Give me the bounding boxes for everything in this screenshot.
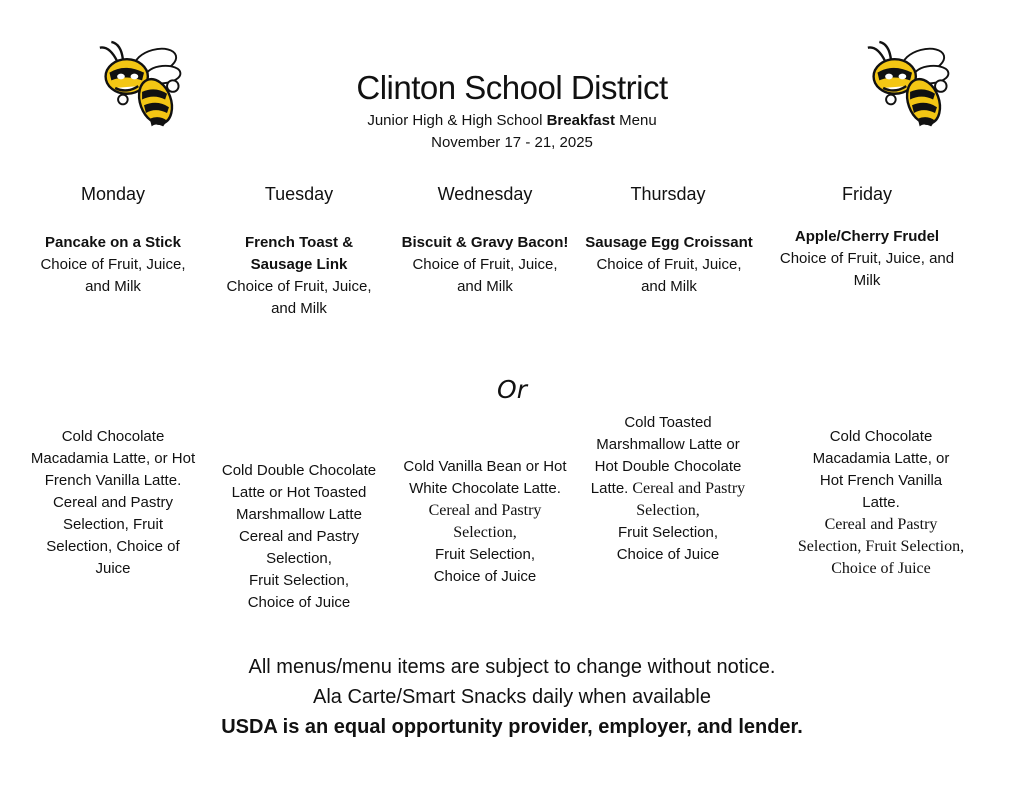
change-notice: All menus/menu items are subject to change without notice. <box>248 656 776 678</box>
friday-main <box>775 226 959 292</box>
tuesday-main-item: French Toast & Sausage Link <box>244 234 354 273</box>
monday-main-item: Pancake on a Stick <box>45 234 181 251</box>
wednesday-alternate <box>401 456 569 588</box>
monday-alternate: Cold Chocolate Macadamia Latte, or Hot French Vanilla Latte. Cereal and Pastry Selection, Fruit Selection, Choice of Juice <box>30 428 196 577</box>
day-wednesday: Wednesday <box>437 184 533 204</box>
wednesday-alternate-sides: Fruit Selection, Choice of Juice <box>433 546 537 585</box>
tuesday-alternate <box>213 460 385 614</box>
wednesday-main <box>401 232 569 298</box>
subtitle-suffix: Menu <box>614 112 657 129</box>
thursday-alternate-cereal: Cereal and Pastry Selection, <box>628 480 746 519</box>
day-tuesday: Tuesday <box>264 184 334 204</box>
thursday-main-item: Sausage Egg Croissant <box>585 234 753 251</box>
subtitle-prefix: Junior High & High School <box>367 112 547 129</box>
wednesday-alternate-drinks: Cold Vanilla Bean or Hot White Chocolate Latte. <box>403 458 567 497</box>
menu-footer <box>0 652 1024 742</box>
wednesday-sides: Choice of Fruit, Juice, and Milk <box>412 256 558 295</box>
wednesday-alternate-cereal: Cereal and Pastry Selection, <box>428 502 542 541</box>
monday-sides: Choice of Fruit, Juice, and Milk <box>40 256 186 295</box>
thursday-alternate-drinks: Cold Toasted Marshmallow Latte or Hot Double Chocolate Latte. <box>590 414 742 497</box>
tuesday-main <box>215 232 383 320</box>
tuesday-sides: Choice of Fruit, Juice, and Milk <box>226 278 372 317</box>
friday-alternate <box>795 426 967 580</box>
thursday-alternate-sides: Fruit Selection, Choice of Juice <box>616 524 720 563</box>
friday-alternate-drinks: Cold Chocolate Macadamia Latte, or Hot French Vanilla Latte. <box>812 428 950 511</box>
thursday-main <box>580 232 758 298</box>
friday-sides: Choice of Fruit, Juice, and Milk <box>779 250 955 289</box>
snacks-notice: Ala Carte/Smart Snacks daily when available <box>313 686 711 708</box>
subtitle-meal: Breakfast <box>546 112 615 129</box>
friday-main-item: Apple/Cherry Frudel <box>794 228 940 245</box>
menu-dates: November 17 - 21, 2025 <box>431 134 593 151</box>
menu-subtitle <box>0 110 1024 132</box>
or-divider: Or <box>497 375 527 404</box>
day-thursday: Thursday <box>630 184 706 204</box>
district-title: Clinton School District <box>356 69 668 106</box>
wednesday-main-item: Biscuit & Gravy Bacon! <box>401 234 569 251</box>
tuesday-alternate-sides: Fruit Selection, Choice of Juice <box>247 572 351 611</box>
day-monday: Monday <box>80 184 146 204</box>
monday-main <box>29 232 197 298</box>
thursday-alternate <box>584 412 752 566</box>
friday-alternate-sides: Cereal and Pastry Selection, Fruit Selection, Choice of Juice <box>797 516 965 577</box>
day-friday: Friday <box>841 184 892 204</box>
menu-header <box>0 66 1024 154</box>
usda-statement: USDA is an equal opportunity provider, employer, and lender. <box>221 716 803 738</box>
tuesday-alternate-drinks: Cold Double Chocolate Latte or Hot Toasted Marshmallow Latte Cereal and Pastry Selection, <box>221 462 377 567</box>
thursday-sides: Choice of Fruit, Juice, and Milk <box>596 256 742 295</box>
